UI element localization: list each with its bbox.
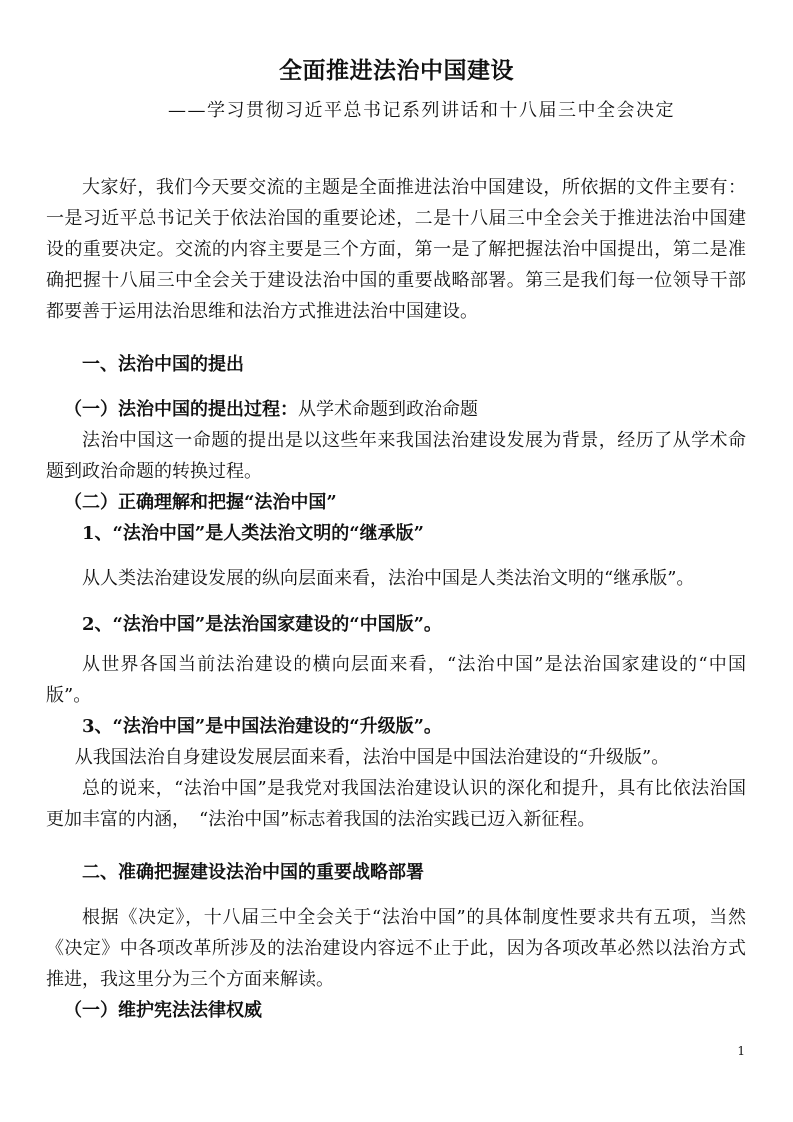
document-subtitle: ——学习贯彻习近平总书记系列讲话和十八届三中全会决定 bbox=[168, 100, 675, 121]
point1-heading: 1、“法治中国”是人类法治文明的“继承版” bbox=[82, 523, 424, 544]
point3-text: 从我国法治自身建设发展层面来看，法治中国是中国法治建设的“升级版”。 bbox=[74, 747, 670, 768]
section2-sub1-heading: （一）维护宪法法律权威 bbox=[64, 1000, 262, 1021]
section1-sub2-heading: （二）正确理解和把握“法治中国” bbox=[64, 492, 337, 513]
page-number: 1 bbox=[737, 1044, 745, 1058]
point3-heading: 3、“法治中国”是中国法治建设的“升级版”。 bbox=[82, 716, 442, 737]
section1-sub1-tail: 从学术命题到政治命题 bbox=[298, 399, 478, 420]
document-title: 全面推进法治中国建设 bbox=[279, 57, 514, 84]
intro-paragraph: 大家好，我们今天要交流的主题是全面推进法治中国建设，所依据的文件主要有：一是习近平总书记关于依法治国的重要论述，二是十八届三中全会关于推进法治中国建设的重要决定。交流的内容主要是三个方面，第一是了解把握法治中国提出，第二是准确把握十八届三中全会关于建设法治中国的重要战略部署。第三是我们每一位领导干部都要善于运用法治思维和法治方式推进法治中国建设。 bbox=[46, 177, 746, 322]
section1-sub1 bbox=[46, 394, 746, 425]
point2-heading: 2、“法治中国”是法治国家建设的“中国版”。 bbox=[82, 614, 442, 635]
section1-sub1-heading: （一）法治中国的提出过程： bbox=[64, 399, 298, 420]
section1-heading: 一、法治中国的提出 bbox=[82, 354, 244, 375]
section1-sub1-text: 法治中国这一命题的提出是以这些年来我国法治建设发展为背景，经历了从学术命题到政治命题的转换过程。 bbox=[46, 430, 746, 482]
document-body bbox=[46, 172, 746, 1026]
point2-text: 从世界各国当前法治建设的横向层面来看，“法治中国”是法治国家建设的“中国版”。 bbox=[46, 654, 746, 706]
point1-text: 从人类法治建设发展的纵向层面来看，法治中国是人类法治文明的“继承版”。 bbox=[82, 568, 695, 589]
section1-summary: 总的说来，“法治中国”是我党对我国法治建设认识的深化和提升，具有比依法治国更加丰富的内涵， “法治中国”标志着我国的法治实践已迈入新征程。 bbox=[46, 778, 746, 830]
section2-text: 根据《决定》，十八届三中全会关于“法治中国”的具体制度性要求共有五项，当然《决定》中各项改革所涉及的法治建设内容远不止于此，因为各项改革必然以法治方式推进，我这里分为三个方面来解读。 bbox=[46, 907, 746, 990]
section2-heading: 二、准确把握建设法治中国的重要战略部署 bbox=[82, 862, 424, 883]
